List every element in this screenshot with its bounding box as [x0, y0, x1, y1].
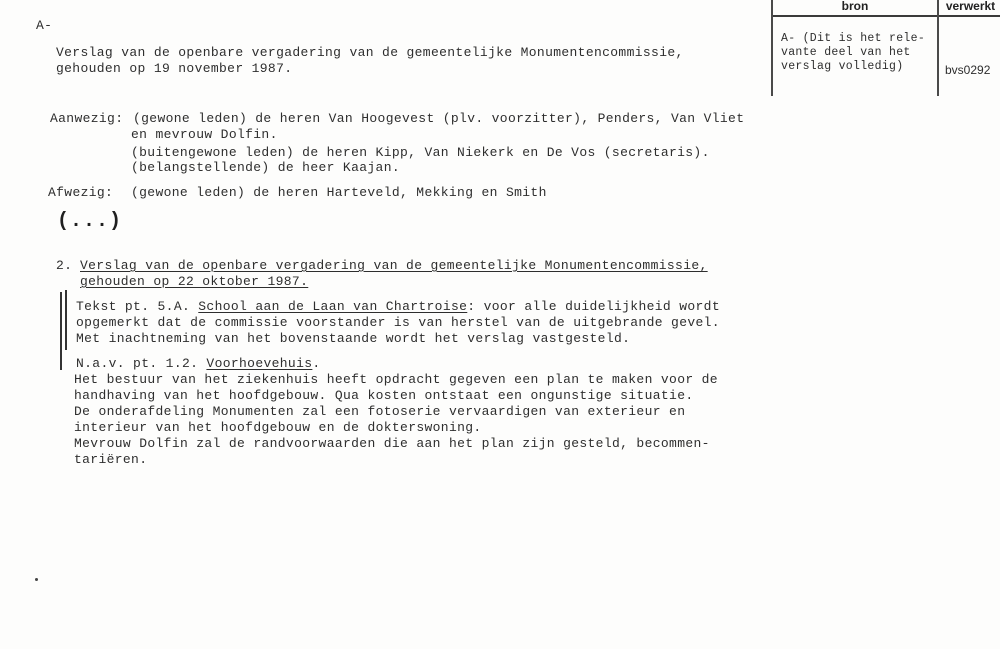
present-line-3: (buitengewone leden) de heren Kipp, Van Niekerk en De Vos (secretaris). — [131, 145, 710, 160]
bron-cell — [781, 32, 925, 74]
scan-speck — [35, 578, 38, 581]
margin-mark-bar-2 — [65, 290, 67, 350]
header-bron: bron — [841, 0, 869, 13]
para2-line-1 — [76, 356, 321, 372]
bron-line-3: verslag volledig) — [781, 60, 904, 73]
item-heading-line-2: gehouden op 22 oktober 1987. — [80, 274, 309, 289]
para2-subject: Voorhoevehuis — [206, 356, 313, 371]
item-number: 2. — [56, 258, 73, 273]
report-title-line-1: Verslag van de openbare vergadering van de gemeentelijke Monumentencommissie, — [56, 45, 684, 60]
omission-ellipsis: (...) — [57, 210, 123, 233]
para1-line-2: opgemerkt dat de commissie voorstander is van herstel van de uitgebrande gevel. — [76, 315, 720, 330]
absent-line: (gewone leden) de heren Harteveld, Mekking en Smith — [131, 185, 547, 200]
present-line-4: (belangstellende) de heer Kaajan. — [131, 160, 400, 175]
present-line-2: en mevrouw Dolfin. — [131, 127, 278, 142]
para2-line-4: De onderafdeling Monumenten zal een fotoserie vervaardigen van exterieur en — [74, 404, 686, 419]
para1-line-1 — [76, 299, 720, 315]
para1-lead: Tekst pt. 5.A. — [76, 299, 199, 314]
present-label: Aanwezig: — [50, 111, 124, 126]
para2-tail: . — [312, 356, 321, 371]
para2-line-5: interieur van het hoofdgebouw en de dokterswoning. — [74, 420, 482, 435]
margin-table-divider — [937, 0, 939, 96]
absent-label: Afwezig: — [48, 185, 114, 200]
para2-line-7: tariëren. — [74, 452, 148, 467]
header-verwerkt: verwerkt — [945, 0, 996, 13]
report-title-line-2: gehouden op 19 november 1987. — [56, 61, 293, 76]
para2-line-2: Het bestuur van het ziekenhuis heeft opdracht gegeven een plan te maken voor de — [74, 372, 718, 387]
para2-line-6: Mevrouw Dolfin zal de randvoorwaarden die aan het plan zijn gesteld, becommen- — [74, 436, 710, 451]
corner-marker: A- — [36, 18, 53, 33]
bron-line-2: vante deel van het — [781, 46, 911, 59]
para1-line-3: Met inachtneming van het bovenstaande wordt het verslag vastgesteld. — [76, 331, 631, 346]
para2-lead: N.a.v. pt. 1.2. — [76, 356, 207, 371]
item-heading-line-1: Verslag van de openbare vergadering van de gemeentelijke Monumentencommissie, — [80, 258, 708, 273]
para2-line-3: handhaving van het hoofdgebouw. Qua kosten ontstaat een ongunstige situatie. — [74, 388, 694, 403]
margin-table — [771, 0, 1000, 96]
present-line-1: (gewone leden) de heren Van Hoogevest (plv. voorzitter), Penders, Van Vliet — [133, 111, 745, 126]
para1-subject: School aan de Laan van Chartroise — [198, 299, 468, 314]
verwerkt-cell: bvs0292 — [945, 63, 991, 77]
margin-mark-bar-1 — [60, 292, 62, 370]
bron-line-1: A- (Dit is het rele- — [781, 32, 926, 45]
para1-rest: : voor alle duidelijkheid wordt — [467, 299, 720, 314]
margin-table-header — [773, 0, 1000, 17]
